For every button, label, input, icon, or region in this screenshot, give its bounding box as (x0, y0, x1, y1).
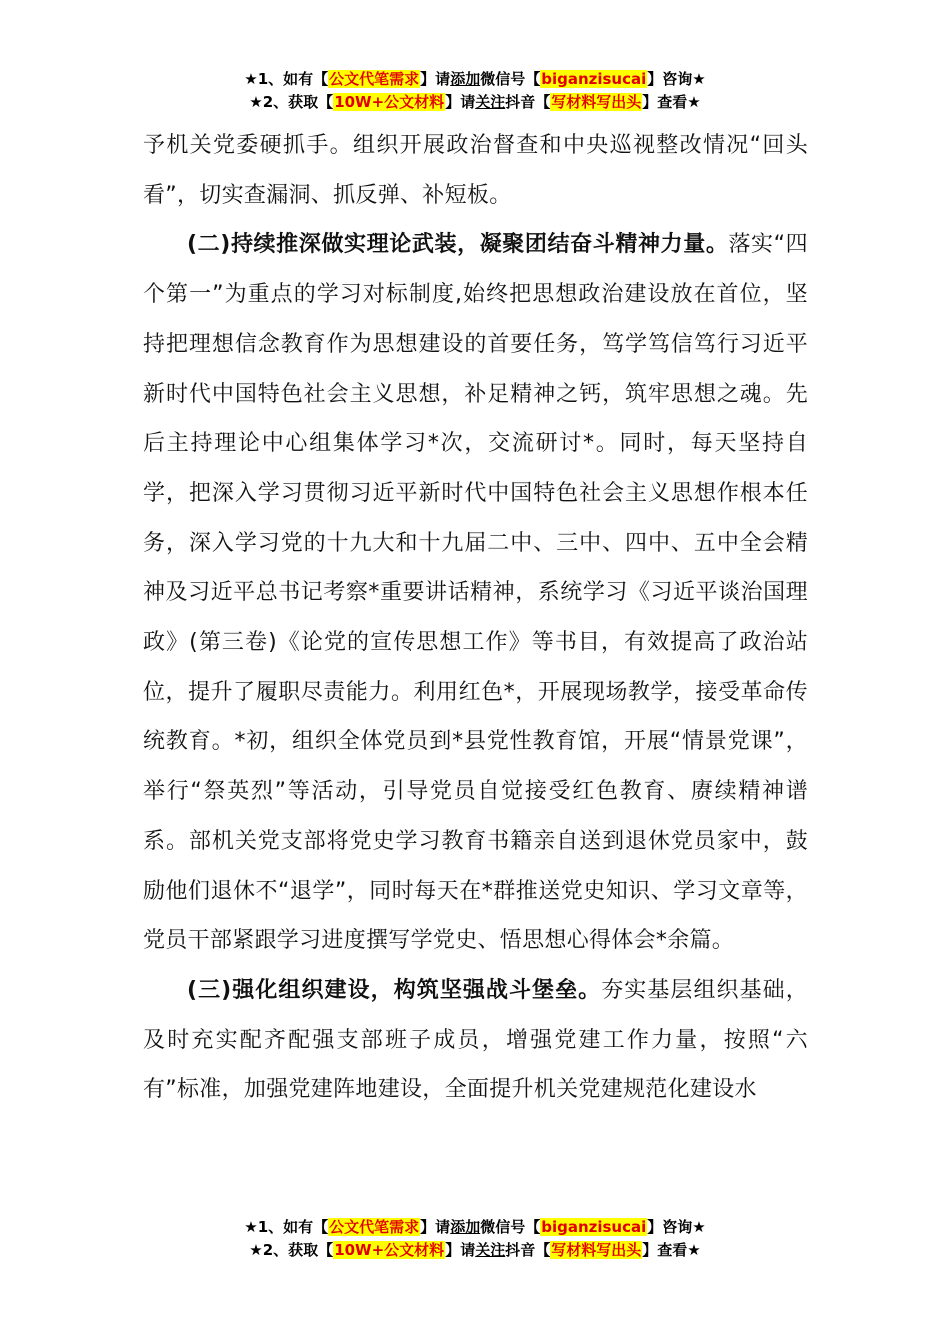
promo-text: 微信号【 (480, 70, 541, 88)
highlight-service: 公文代笔需求 (329, 1218, 420, 1236)
promo-text: 】查看★ (642, 93, 701, 111)
promo-text: ★2、获取【 (249, 1241, 334, 1259)
promo-text: 】请 (445, 93, 476, 111)
paragraph-3-body: 夯实基层组织基础，及时充实配齐配强支部班子成员，增强党建工作力量，按照“六有”标准，加强党建阵地建设，全面提升机关党建规范化建设水 (143, 977, 809, 1103)
highlight-materials: 10W+公文材料 (334, 93, 445, 111)
highlight-wechat-id: biganzisucai (541, 70, 647, 88)
promo-banner-top (0, 69, 950, 115)
promo-line-1 (0, 1217, 950, 1240)
promo-text: ★2、获取【 (249, 93, 334, 111)
promo-text-underlined: 添加 (450, 70, 481, 88)
promo-line-2 (0, 1240, 950, 1263)
section-heading-2: (二)持续推深做实理论武装，凝聚团结奋斗精神力量。 (187, 232, 729, 258)
highlight-materials: 10W+公文材料 (334, 1241, 445, 1259)
paragraph-1: 予机关党委硬抓手。组织开展政治督查和中央巡视整改情况“回头看”，切实查漏洞、抓反弹、补短板。 (143, 133, 808, 208)
promo-text: ★1、如有【 (244, 70, 329, 88)
paragraph-2-body: 落实“四个第一”为重点的学习对标制度,始终把思想政治建设放在首位，坚持把理想信念教育作为思想建设的首要任务，笃学笃信笃行习近平新时代中国特色社会主义思想，补足精神之钙，筑牢思想之魂。先后主持理论中心组集体学习*次，交流研讨*。同时，每天坚持自学，把深入学习贯彻习近平新时代中国特色社会主义思想作根本任务，深入学习党的十九大和十九届二中、三中、四中、五中全会精神及习近平总书记考察*重要讲话精神，系统学习《习近平谈治国理政》(第三卷)《论党的宣传思想工作》等书目，有效提高了政治站位，提升了履职尽责能力。利用红色*，开展现场教学，接受革命传统教育。*初，组织全体党员到*县党性教育馆，开展“情景党课”，举行“祭英烈”等活动，引导党员自觉接受红色教育、赓续精神谱系。部机关党支部将党史学习教育书籍亲自送到退休党员家中，鼓励他们退休不“退学”，同时每天在*群推送党史知识、学习文章等，党员干部紧跟学习进度撰写学党史、悟思想心得体会*余篇。 (143, 232, 808, 954)
promo-line-2 (0, 92, 950, 115)
paragraph-2 (143, 220, 808, 966)
promo-text: 微信号【 (480, 1218, 541, 1236)
promo-text: 】请 (420, 70, 451, 88)
paragraph-3 (143, 966, 808, 1115)
highlight-service: 公文代笔需求 (329, 70, 420, 88)
promo-text: 】查看★ (642, 1241, 701, 1259)
section-heading-3: (三)强化组织建设，构筑坚强战斗堡垒。 (187, 977, 602, 1003)
promo-text: 抖音【 (505, 1241, 551, 1259)
highlight-wechat-id: biganzisucai (541, 1218, 647, 1236)
document-body (143, 121, 808, 1115)
promo-line-1 (0, 69, 950, 92)
promo-text: 】咨询★ (647, 1218, 706, 1236)
promo-text: ★1、如有【 (244, 1218, 329, 1236)
highlight-douyin-id: 写材料写出头 (551, 93, 642, 111)
promo-banner-bottom (0, 1217, 950, 1263)
promo-text: 】请 (445, 1241, 476, 1259)
promo-text: 】咨询★ (647, 70, 706, 88)
promo-text-underlined: 关注 (475, 1241, 506, 1259)
promo-text-underlined: 关注 (475, 93, 506, 111)
promo-text: 抖音【 (505, 93, 551, 111)
promo-text-underlined: 添加 (450, 1218, 481, 1236)
promo-text: 】请 (420, 1218, 451, 1236)
highlight-douyin-id: 写材料写出头 (551, 1241, 642, 1259)
